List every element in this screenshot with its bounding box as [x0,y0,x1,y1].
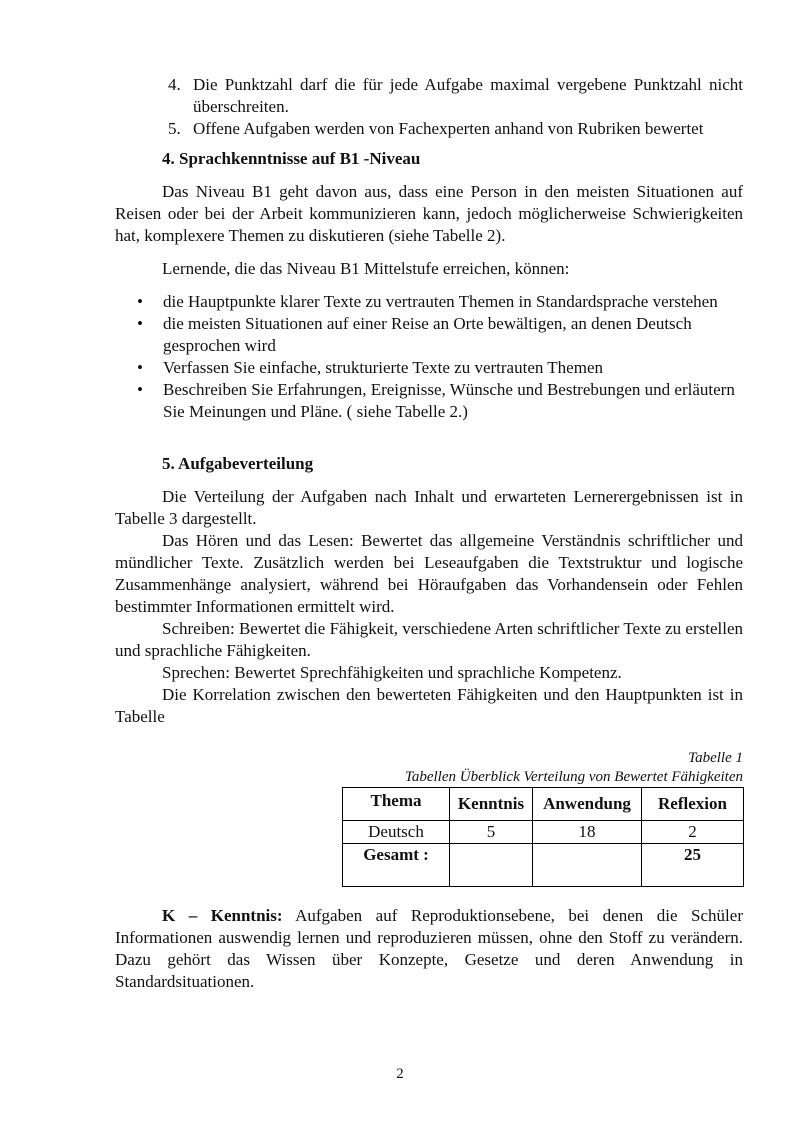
paragraph: Die Verteilung der Aufgaben nach Inhalt und erwarteten Lernerergebnissen ist in Tabelle 3 dargestellt. [115,487,743,528]
list-item [115,74,743,118]
paragraph: Die Korrelation zwischen den bewerteten Fähigkeiten und den Hauptpunkten ist in Tabelle [115,685,743,726]
table-header-cell: Reflexion [642,788,744,821]
table-total-row [343,844,744,887]
list-text: Offene Aufgaben werden von Fachexperten anhand von Rubriken bewertet [193,119,704,138]
table-cell: 2 [642,821,744,844]
paragraph: Das Hören und das Lesen: Bewertet das allgemeine Verständnis schriftlicher und mündlicher Texte. Zusätzlich werden bei Leseaufgaben die Textstruktur und logische Zusammenhänge analysiert, während bei Höraufgaben das Vorhandensein oder Fehlen bestimmter Informationen ermittelt wird. [115,531,743,616]
paragraph: Das Niveau B1 geht davon aus, dass eine Person in den meisten Situationen auf Reisen oder bei der Arbeit kommunizieren kann, jedoch möglicherweise Schwierigkeiten hat, komplexere Themen zu diskutieren (siehe Tabelle 2). [115,182,743,245]
table-cell: Deutsch [343,821,450,844]
table-header-row [343,788,744,821]
list-item [115,313,743,357]
table-label: Tabelle 1 [688,750,743,766]
list-text: Beschreiben Sie Erfahrungen, Ereignisse, Wünsche und Bestrebungen und erläutern Sie Meinungen und Pläne. ( siehe Tabelle 2.) [163,380,735,421]
table-header-cell: Thema [343,788,450,821]
list-text: die meisten Situationen auf einer Reise an Orte bewältigen, an denen Deutsch gesprochen wird [163,314,692,355]
document-page [115,74,743,993]
list-text: Verfassen Sie einfache, strukturierte Texte zu vertrauten Themen [163,358,603,377]
table-total-value: 25 [642,844,744,887]
bullet-icon: • [137,314,143,333]
table-row [343,821,744,844]
paragraph: Schreiben: Bewertet die Fähigkeit, verschiedene Arten schriftlicher Texte zu erstellen und sprachliche Fähigkeiten. [115,619,743,660]
paragraph [115,905,743,993]
list-item [115,357,743,379]
list-number: 4. [168,75,181,94]
table-header-cell: Kenntnis [450,788,533,821]
table-cell [533,844,642,887]
term-kenntnis: K – Kenntnis: [162,906,283,925]
table-cell: 5 [450,821,533,844]
section-heading: 4. Sprachkenntnisse auf B1 -Niveau [162,149,421,168]
scoring-rules-list [115,74,743,140]
list-number: 5. [168,119,181,138]
list-text: die Hauptpunkte klarer Texte zu vertrauten Themen in Standardsprache verstehen [163,292,718,311]
list-text: Die Punktzahl darf die für jede Aufgabe maximal vergebene Punktzahl nicht überschreiten. [193,75,743,116]
term-definition: Aufgaben auf Reproduktionsebene, bei denen die Schüler Informationen auswendig lernen und reproduzieren müssen, ohne den Stoff zu verändern. Dazu gehört das Wissen über Konzepte, Gesetze und deren Anwendung in Standardsituationen. [115,906,743,991]
table-total-label: Gesamt : [343,844,450,887]
list-item [115,118,743,140]
distribution-table [342,787,744,887]
bullet-icon: • [137,358,143,377]
section-heading: 5. Aufgabeverteilung [162,454,314,473]
list-item [115,291,743,313]
paragraph: Lernende, die das Niveau B1 Mittelstufe erreichen, können: [162,259,570,278]
ability-bullet-list [115,291,743,423]
table-title: Tabellen Überblick Verteilung von Bewertet Fähigkeiten [404,769,743,785]
bullet-icon: • [137,292,143,311]
paragraph: Sprechen: Bewertet Sprechfähigkeiten und sprachliche Kompetenz. [162,663,622,682]
page-number: 2 [396,1066,404,1082]
list-item [115,379,743,423]
table-header-cell: Anwendung [533,788,642,821]
table-cell: 18 [533,821,642,844]
table-cell [450,844,533,887]
bullet-icon: • [137,380,143,399]
